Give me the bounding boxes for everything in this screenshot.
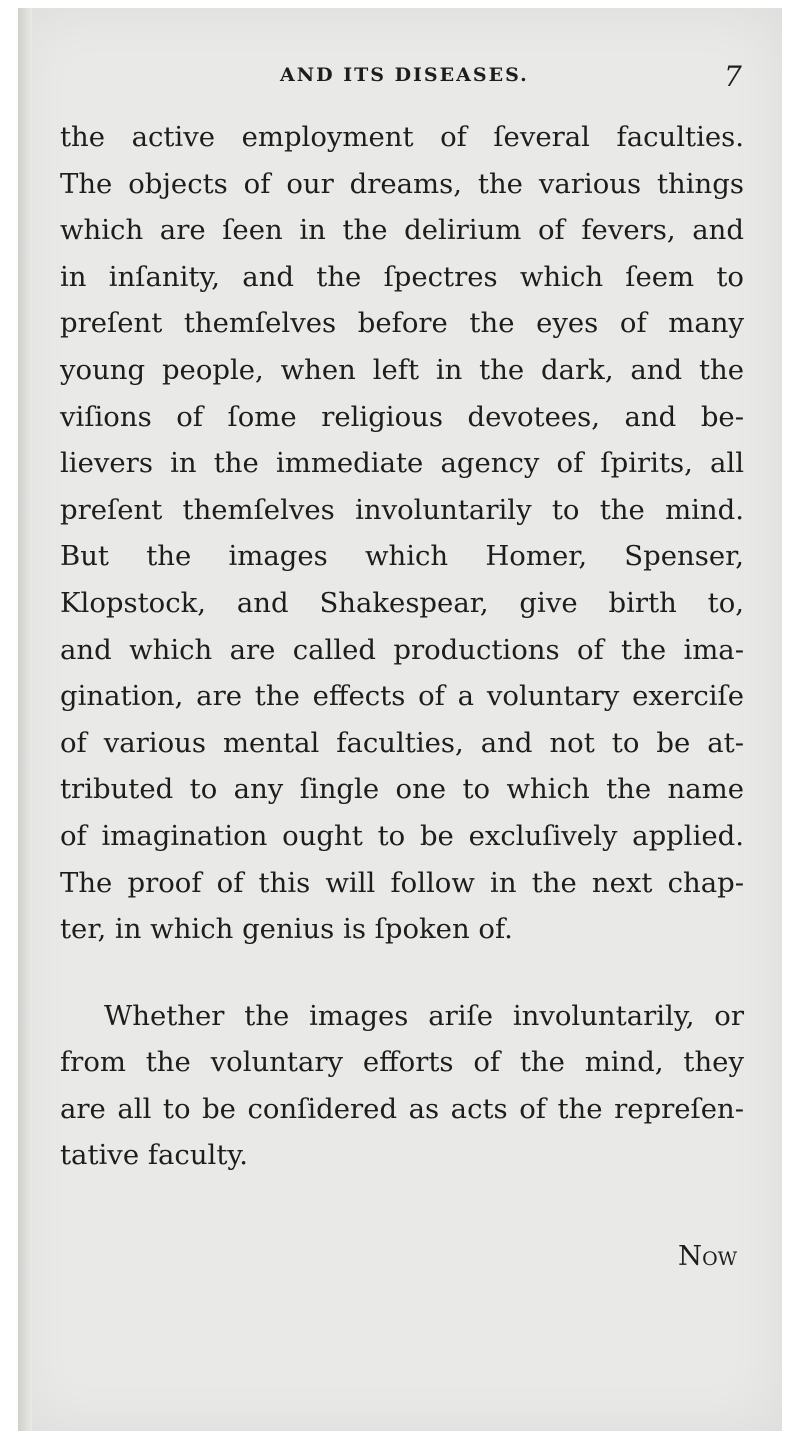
text-line: preſent themſelves involuntarily to the mind. [60,493,744,526]
text-line: The proof of this will follow in the next chap- [60,866,744,899]
text-line: are all to be conſidered as acts of the repreſen- [60,1092,744,1125]
text-line: But the images which Homer, Spenser, [60,540,744,573]
text-line: tributed to any ſingle one to which the name [60,773,744,806]
text-line: the active employment of ſeveral faculties. [60,121,744,153]
text-line: Whether the images ariſe involuntarily, or [104,999,744,1032]
paragraph-gap [60,953,744,993]
page-number: 7 [724,60,742,93]
text-line: preſent themſelves before the eyes of many [60,307,744,340]
text-line: gination, are the effects of a voluntary exerciſe [60,680,744,713]
text-line: from the voluntary efforts of the mind, they [60,1046,744,1079]
text-line: ter, in which genius is ſpoken of. [60,913,513,946]
text-line: Klopstock, and Shakespear, give birth to, [60,586,744,619]
text-line: which are ſeen in the delirium of fevers, and [60,214,744,247]
text-line: lievers in the immediate agency of ſpirits, all [60,447,744,480]
catchword: Now [678,1240,738,1272]
body-text [60,114,744,1179]
text-line: of various mental faculties, and not to be at- [60,726,744,759]
running-head: AND ITS DISEASES. [280,64,529,86]
book-page [18,8,782,1431]
text-line: The objects of our dreams, the various things [60,167,744,200]
paragraph-2 [60,993,744,1179]
text-line: of imagination ought to be excluſively applied. [60,819,744,852]
paragraph-1 [60,114,744,953]
text-line: and which are called productions of the ima- [60,633,744,666]
page-gutter-shadow [18,8,32,1431]
text-line: young people, when left in the dark, and the [60,353,744,386]
page-header [18,60,782,94]
text-line: in inſanity, and the ſpectres which ſeem to [60,260,744,293]
text-line: tative faculty. [60,1139,249,1172]
text-line: viſions of ſome religious devotees, and be- [60,400,744,433]
